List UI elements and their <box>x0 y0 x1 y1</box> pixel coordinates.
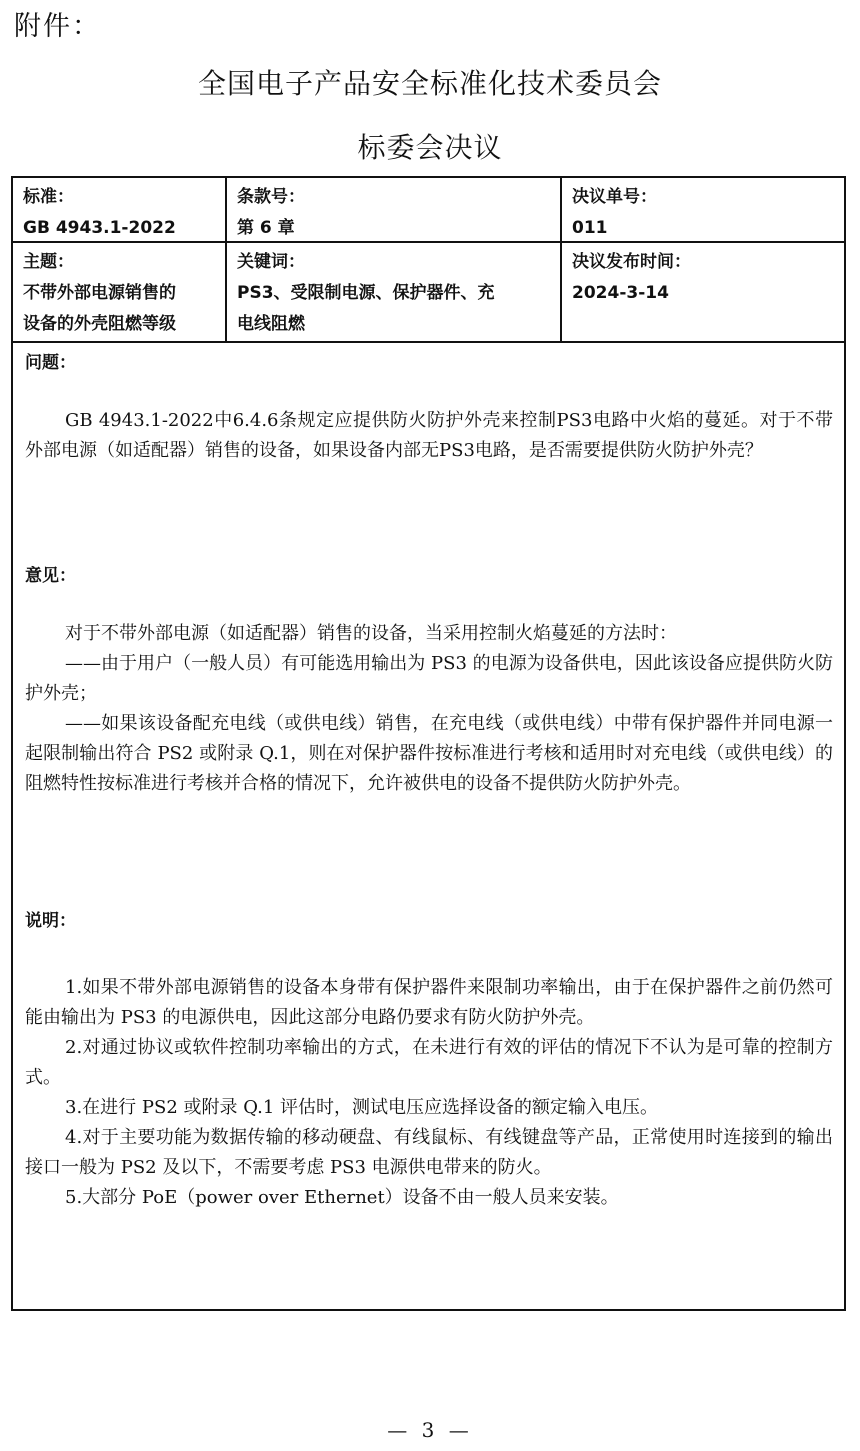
topic-value-line2: 设备的外壳阻燃等级 <box>23 314 176 334</box>
explanation-item-5: 5.大部分 PoE（power over Ethernet）设备不由一般人员来安装。 <box>65 1187 619 1208</box>
date-label: 决议发布时间： <box>572 252 691 272</box>
date-value: 2024-3-14 <box>572 283 669 303</box>
page-number: — 3 — <box>387 1418 473 1442</box>
keywords-value-line1: PS3、受限制电源、保护器件、充 <box>237 283 495 303</box>
question-body <box>25 406 833 466</box>
keywords-cell <box>227 243 562 341</box>
resolution-no-value: 011 <box>572 218 608 238</box>
topic-label: 主题： <box>23 252 74 272</box>
explanation-body <box>25 973 833 1213</box>
opinion-paragraph-2: ——由于用户（一般人员）有可能选用输出为 PS3 的电源为设备供电，因此该设备应提供防火防护外壳； <box>25 653 833 704</box>
keywords-value-line2: 电线阻燃 <box>237 314 305 334</box>
clause-value: 第 6 章 <box>237 218 295 238</box>
standard-value: GB 4943.1-2022 <box>23 218 176 238</box>
question-heading: 问题： <box>25 353 76 373</box>
opinion-body <box>25 619 833 799</box>
standard-cell <box>13 178 227 241</box>
date-cell <box>562 243 844 341</box>
resolution-table <box>11 176 846 1311</box>
explanation-item-1: 1.如果不带外部电源销售的设备本身带有保护器件来限制功率输出，由于在保护器件之前仍然可能由输出为 PS3 的电源供电，因此这部分电路仍要求有防火防护外壳。 <box>25 977 833 1028</box>
resolution-no-cell <box>562 178 844 241</box>
document-title: 全国电子产品安全标准化技术委员会 <box>197 67 662 100</box>
explanation-heading: 说明： <box>25 911 76 931</box>
resolution-no-label: 决议单号： <box>572 187 657 207</box>
table-row-standard <box>13 178 844 243</box>
opinion-heading: 意见： <box>25 566 76 586</box>
clause-cell <box>227 178 562 241</box>
clause-label: 条款号： <box>237 187 305 207</box>
standard-label: 标准： <box>23 187 74 207</box>
explanation-item-3: 3.在进行 PS2 或附录 Q.1 评估时，测试电压应选择设备的额定输入电压。 <box>65 1097 658 1118</box>
table-row-topic <box>13 243 844 343</box>
opinion-paragraph-1: 对于不带外部电源（如适配器）销售的设备，当采用控制火焰蔓延的方法时： <box>65 623 677 644</box>
document-subtitle: 标委会决议 <box>357 131 503 164</box>
explanation-item-4: 4.对于主要功能为数据传输的移动硬盘、有线鼠标、有线键盘等产品，正常使用时连接到的输出接口一般为 PS2 及以下，不需要考虑 PS3 电源供电带来的防火。 <box>25 1127 833 1178</box>
topic-cell <box>13 243 227 341</box>
explanation-item-2: 2.对通过协议或软件控制功率输出的方式，在未进行有效的评估的情况下不认为是可靠的控制方式。 <box>25 1037 833 1088</box>
topic-value-line1: 不带外部电源销售的 <box>23 283 176 303</box>
question-paragraph: GB 4943.1-2022中6.4.6条规定应提供防火防护外壳来控制PS3电路中火焰的蔓延。对于不带外部电源（如适配器）销售的设备，如果设备内部无PS3电路，是否需要提供防火防护外壳？ <box>25 410 833 461</box>
opinion-paragraph-3: ——如果该设备配充电线（或供电线）销售，在充电线（或供电线）中带有保护器件并同电源一起限制输出符合 PS2 或附录 Q.1，则在对保护器件按标准进行考核和适用时对充电线（或供电线）的阻燃特性按标准进行考核并合格的情况下，允许被供电的设备不提供防火防护外壳。 <box>25 713 833 794</box>
attachment-label: 附件： <box>14 11 101 42</box>
keywords-label: 关键词： <box>237 252 305 272</box>
